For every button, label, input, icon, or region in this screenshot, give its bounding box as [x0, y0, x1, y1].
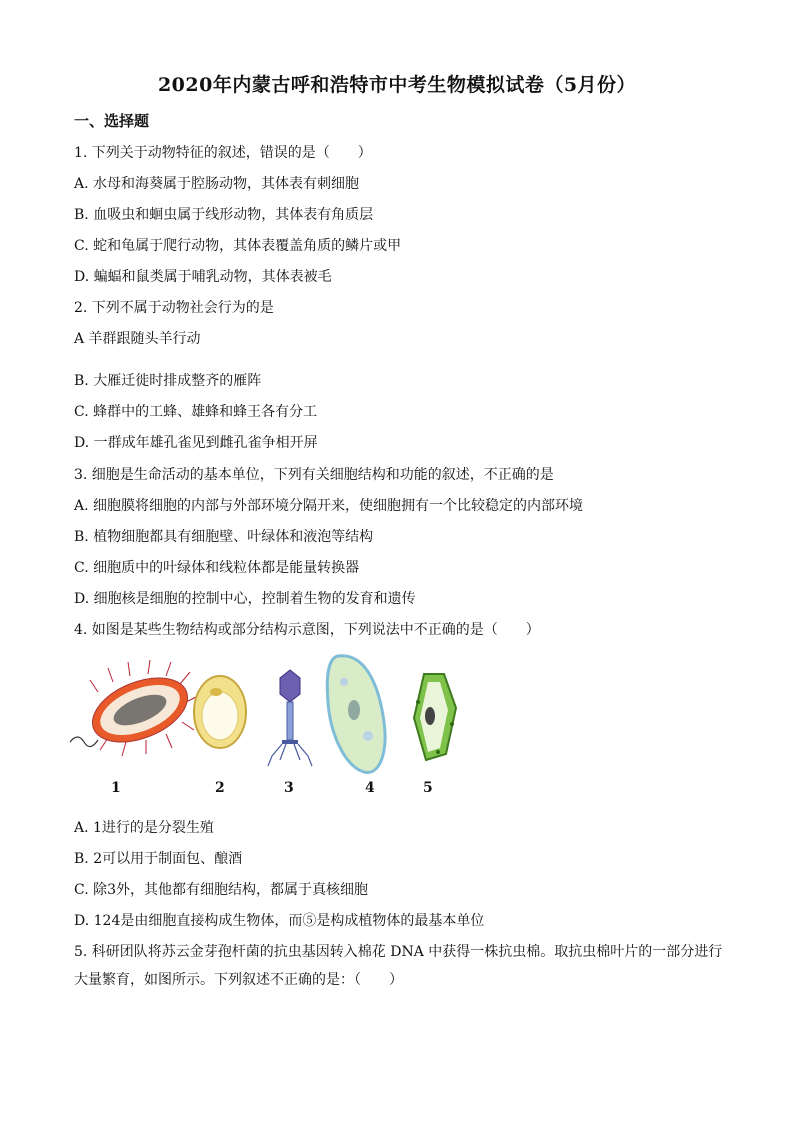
- question-2-option-c: C. 蜂群中的工蜂、雄蜂和蜂王各有分工: [74, 404, 318, 420]
- figure-label-5: 5: [423, 780, 433, 796]
- question-1-option-d: D. 蝙蝠和鼠类属于哺乳动物，其体表被毛: [74, 269, 332, 285]
- figure-label-2: 2: [215, 780, 225, 796]
- question-1-option-b: B. 血吸虫和蛔虫属于线形动物，其体表有角质层: [74, 207, 374, 223]
- question-2-option-b: B. 大雁迁徙时排成整齐的雁阵: [74, 373, 262, 389]
- paramecium-illustration: [327, 656, 385, 773]
- question-3-option-a: A. 细胞膜将细胞的内部与外部环境分隔开来，使细胞拥有一个比较稳定的内部环境: [74, 498, 584, 514]
- question-2-stem: 2. 下列不属于动物社会行为的是: [74, 300, 274, 316]
- question-3-option-d: D. 细胞核是细胞的控制中心，控制着生物的发育和遗传: [74, 591, 416, 607]
- question-3-stem: 3. 细胞是生命活动的基本单位，下列有关细胞结构和功能的叙述，不正确的是: [74, 467, 554, 483]
- question-3-option-c: C. 细胞质中的叶绿体和线粒体都是能量转换器: [74, 560, 360, 576]
- exam-title: 2020年内蒙古呼和浩特市中考生物模拟试卷（5月份）: [157, 74, 637, 96]
- question-4-option-b: B. 2可以用于制面包、酿酒: [74, 851, 243, 867]
- yeast-illustration: [194, 676, 246, 748]
- organism-figure: [68, 652, 468, 802]
- bacteriophage-illustration: [268, 670, 312, 766]
- question-4-stem: 4. 如图是某些生物结构或部分结构示意图，下列说法中不正确的是（ ）: [74, 622, 540, 638]
- figure-label-4: 4: [365, 780, 375, 796]
- question-2-option-d: D. 一群成年雄孔雀见到雌孔雀争相开屏: [74, 435, 318, 451]
- question-4-option-d: D. 124是由细胞直接构成生物体，而⑤是构成植物体的最基本单位: [74, 913, 485, 929]
- section-heading: 一、选择题: [74, 112, 150, 130]
- question-5-stem: 5. 科研团队将苏云金芽孢杆菌的抗虫基因转入棉花 DNA 中获得一株抗虫棉。取抗虫棉叶片的一部分进行大量繁育，如图所示。下列叙述不正确的是：（ ）: [74, 944, 723, 988]
- question-1-option-a: A. 水母和海葵属于腔肠动物，其体表有刺细胞: [74, 176, 360, 192]
- figure-label-1: 1: [111, 780, 121, 796]
- question-3-option-b: B. 植物细胞都具有细胞壁、叶绿体和液泡等结构: [74, 529, 374, 545]
- bacterium-illustration: [70, 660, 198, 756]
- question-2-option-a: A 羊群跟随头羊行动: [74, 331, 201, 347]
- question-4-option-c: C. 除3外，其他都有细胞结构，都属于真核细胞: [74, 882, 369, 898]
- figure-label-3: 3: [284, 780, 294, 796]
- question-1-stem: 1. 下列关于动物特征的叙述，错误的是（ ）: [74, 145, 372, 161]
- organism-illustrations: [68, 652, 468, 782]
- question-1-option-c: C. 蛇和龟属于爬行动物，其体表覆盖角质的鳞片或甲: [74, 238, 402, 254]
- question-4-option-a: A. 1进行的是分裂生殖: [74, 820, 214, 836]
- plant-cell-illustration: [414, 674, 456, 760]
